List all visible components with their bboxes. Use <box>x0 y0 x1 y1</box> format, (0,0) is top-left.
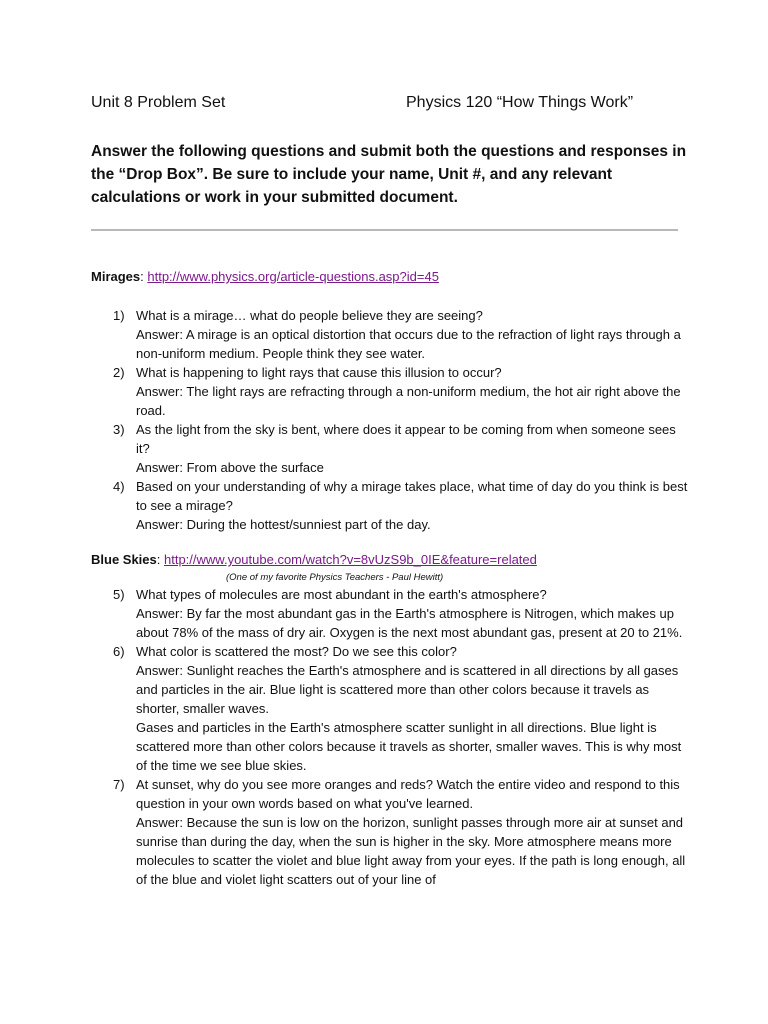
question-item <box>91 775 691 889</box>
mirages-link[interactable]: http://www.physics.org/article-questions.asp?id=45 <box>147 269 439 284</box>
section-heading-blue-skies: Blue Skies: http://www.youtube.com/watch?v=8vUzS9b_0IE&feature=related <box>91 552 537 567</box>
question-list-mirages <box>91 306 691 534</box>
video-note: (One of my favorite Physics Teachers - Paul Hewitt) <box>226 572 444 583</box>
question-text: Based on your understanding of why a mirage takes place, what time of day do you think is best to see a mirage? <box>136 479 688 513</box>
answer-text: Answer: The light rays are refracting through a non-uniform medium, the hot air right above the road. <box>136 384 681 418</box>
question-number: 2) <box>113 365 125 380</box>
question-text: What types of molecules are most abundant in the earth's atmosphere? <box>136 587 547 602</box>
answer-text: Answer: From above the surface <box>136 460 324 475</box>
question-text: At sunset, why do you see more oranges and reds? Watch the entire video and respond to this question in your own words based on what you've learned. <box>136 777 680 811</box>
question-item <box>91 306 691 363</box>
blue-skies-link[interactable]: http://www.youtube.com/watch?v=8vUzS9b_0IE&feature=related <box>164 552 537 567</box>
question-item <box>91 477 691 534</box>
question-number: 5) <box>113 587 125 602</box>
question-item <box>91 363 691 420</box>
answer-text: Answer: During the hottest/sunniest part of the day. <box>136 517 431 532</box>
question-number: 1) <box>113 308 125 323</box>
question-item <box>91 585 691 642</box>
question-text: What color is scattered the most? Do we see this color? <box>136 644 457 659</box>
document-title: Unit 8 Problem Set <box>91 94 226 111</box>
answer-text: Answer: Because the sun is low on the horizon, sunlight passes through more air at sunset and sunrise than during the day, when the sun is higher in the sky. More atmosphere means more molecules to scatter the violet and blue light away from your eyes. If the path is long enough, all of the blue and violet light scatters out of your line of <box>136 815 686 887</box>
divider <box>91 229 678 231</box>
section-title: Mirages <box>91 269 141 284</box>
answer-text: Answer: By far the most abundant gas in the Earth's atmosphere is Nitrogen, which makes up about 78% of the mass of dry air. Oxygen is the next most abundant gas, present at 20 to 21%. <box>136 606 683 640</box>
section-title: Blue Skies <box>91 552 157 567</box>
question-number: 7) <box>113 777 125 792</box>
question-number: 6) <box>113 644 125 659</box>
question-item <box>91 420 691 477</box>
question-list-blue-skies <box>91 585 691 889</box>
section-heading-mirages: Mirages: http://www.physics.org/article-questions.asp?id=45 <box>91 269 439 284</box>
question-number: 4) <box>113 479 125 494</box>
answer-text: Answer: Sunlight reaches the Earth's atmosphere and is scattered in all directions by all gases and particles in the air. Blue light is scattered more than other colors because it travels as shorter, smaller waves. <box>136 663 679 716</box>
question-text: As the light from the sky is bent, where does it appear to be coming from when someone sees it? <box>136 422 676 456</box>
question-text: What is happening to light rays that cause this illusion to occur? <box>136 365 502 380</box>
answer-text: Gases and particles in the Earth's atmosphere scatter sunlight in all directions. Blue light is scattered more than other colors because it travels as shorter, smaller waves. This is why most of the time we see blue skies. <box>136 720 682 773</box>
instructions: Answer the following questions and submit both the questions and responses in the “Drop Box”. Be sure to include your name, Unit #, and any relevant calculations or work in your submitted document. <box>91 143 687 206</box>
question-item <box>91 642 691 775</box>
question-number: 3) <box>113 422 125 437</box>
answer-text: Answer: A mirage is an optical distortion that occurs due to the refraction of light rays through a non-uniform medium. People think they see water. <box>136 327 681 361</box>
question-text: What is a mirage… what do people believe they are seeing? <box>136 308 483 323</box>
course-title: Physics 120 “How Things Work” <box>406 94 634 111</box>
